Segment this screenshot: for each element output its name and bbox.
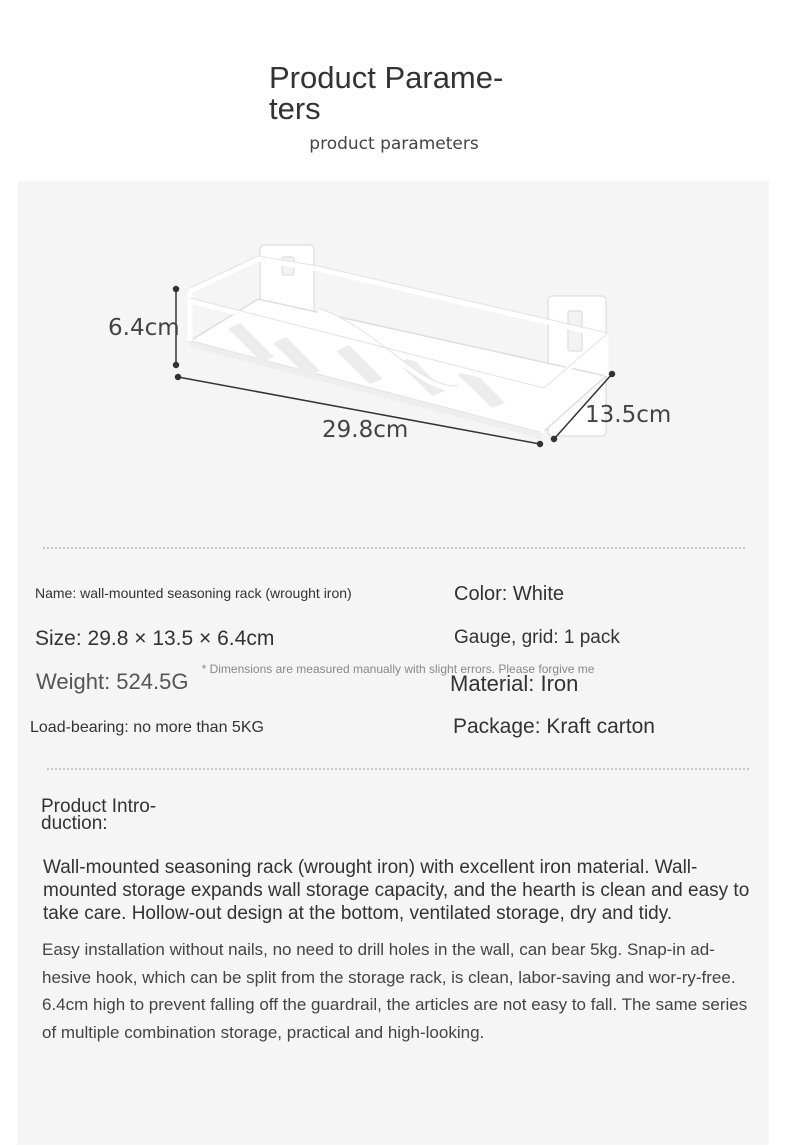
length-label: 29.8cm <box>322 417 409 443</box>
page-subtitle: product parameters <box>309 134 479 154</box>
intro-paragraph-2: Easy installation without nails, no need to drill holes in the wall, can bear 5kg. Snap-in ad-hesive hook, which can be split from the storage rack, is clean, labor-saving and wor-ry-free. 6.4cm high to prevent falling off the guardrail, the articles are not easy to fall. The same series of multiple combination storage, practical and high-looking. <box>42 940 748 1042</box>
spec-weight: Weight: 524.5G <box>36 669 189 694</box>
depth-label: 13.5cm <box>585 402 672 428</box>
spec-gauge: Gauge, grid: 1 pack <box>454 627 620 648</box>
spec-load: Load-bearing: no more than 5KG <box>30 719 264 736</box>
spec-name: Name: wall-mounted seasoning rack (wrought iron) <box>35 585 352 601</box>
height-label: 6.4cm <box>108 315 180 341</box>
divider-top <box>43 547 745 549</box>
page-title: Product Parame- ters <box>269 60 504 126</box>
spec-size: Size: 29.8 × 13.5 × 6.4cm <box>35 627 275 650</box>
intro-title: Product Intro- duction: <box>41 796 157 834</box>
dimension-note: * Dimensions are measured manually with slight errors. Please forgive me <box>201 662 595 676</box>
divider-bottom <box>47 768 749 770</box>
spec-material: Material: Iron <box>450 671 579 696</box>
spec-color: Color: White <box>454 583 565 605</box>
intro-paragraph-1: Wall-mounted seasoning rack (wrought iron) with excellent iron material. Wall-mounted storage expands wall storage capacity, and the hearth is clean and easy to take care. Hollow-out design at the bottom, ventilated storage, dry and tidy. <box>43 857 750 924</box>
spec-package: Package: Kraft carton <box>453 715 655 738</box>
